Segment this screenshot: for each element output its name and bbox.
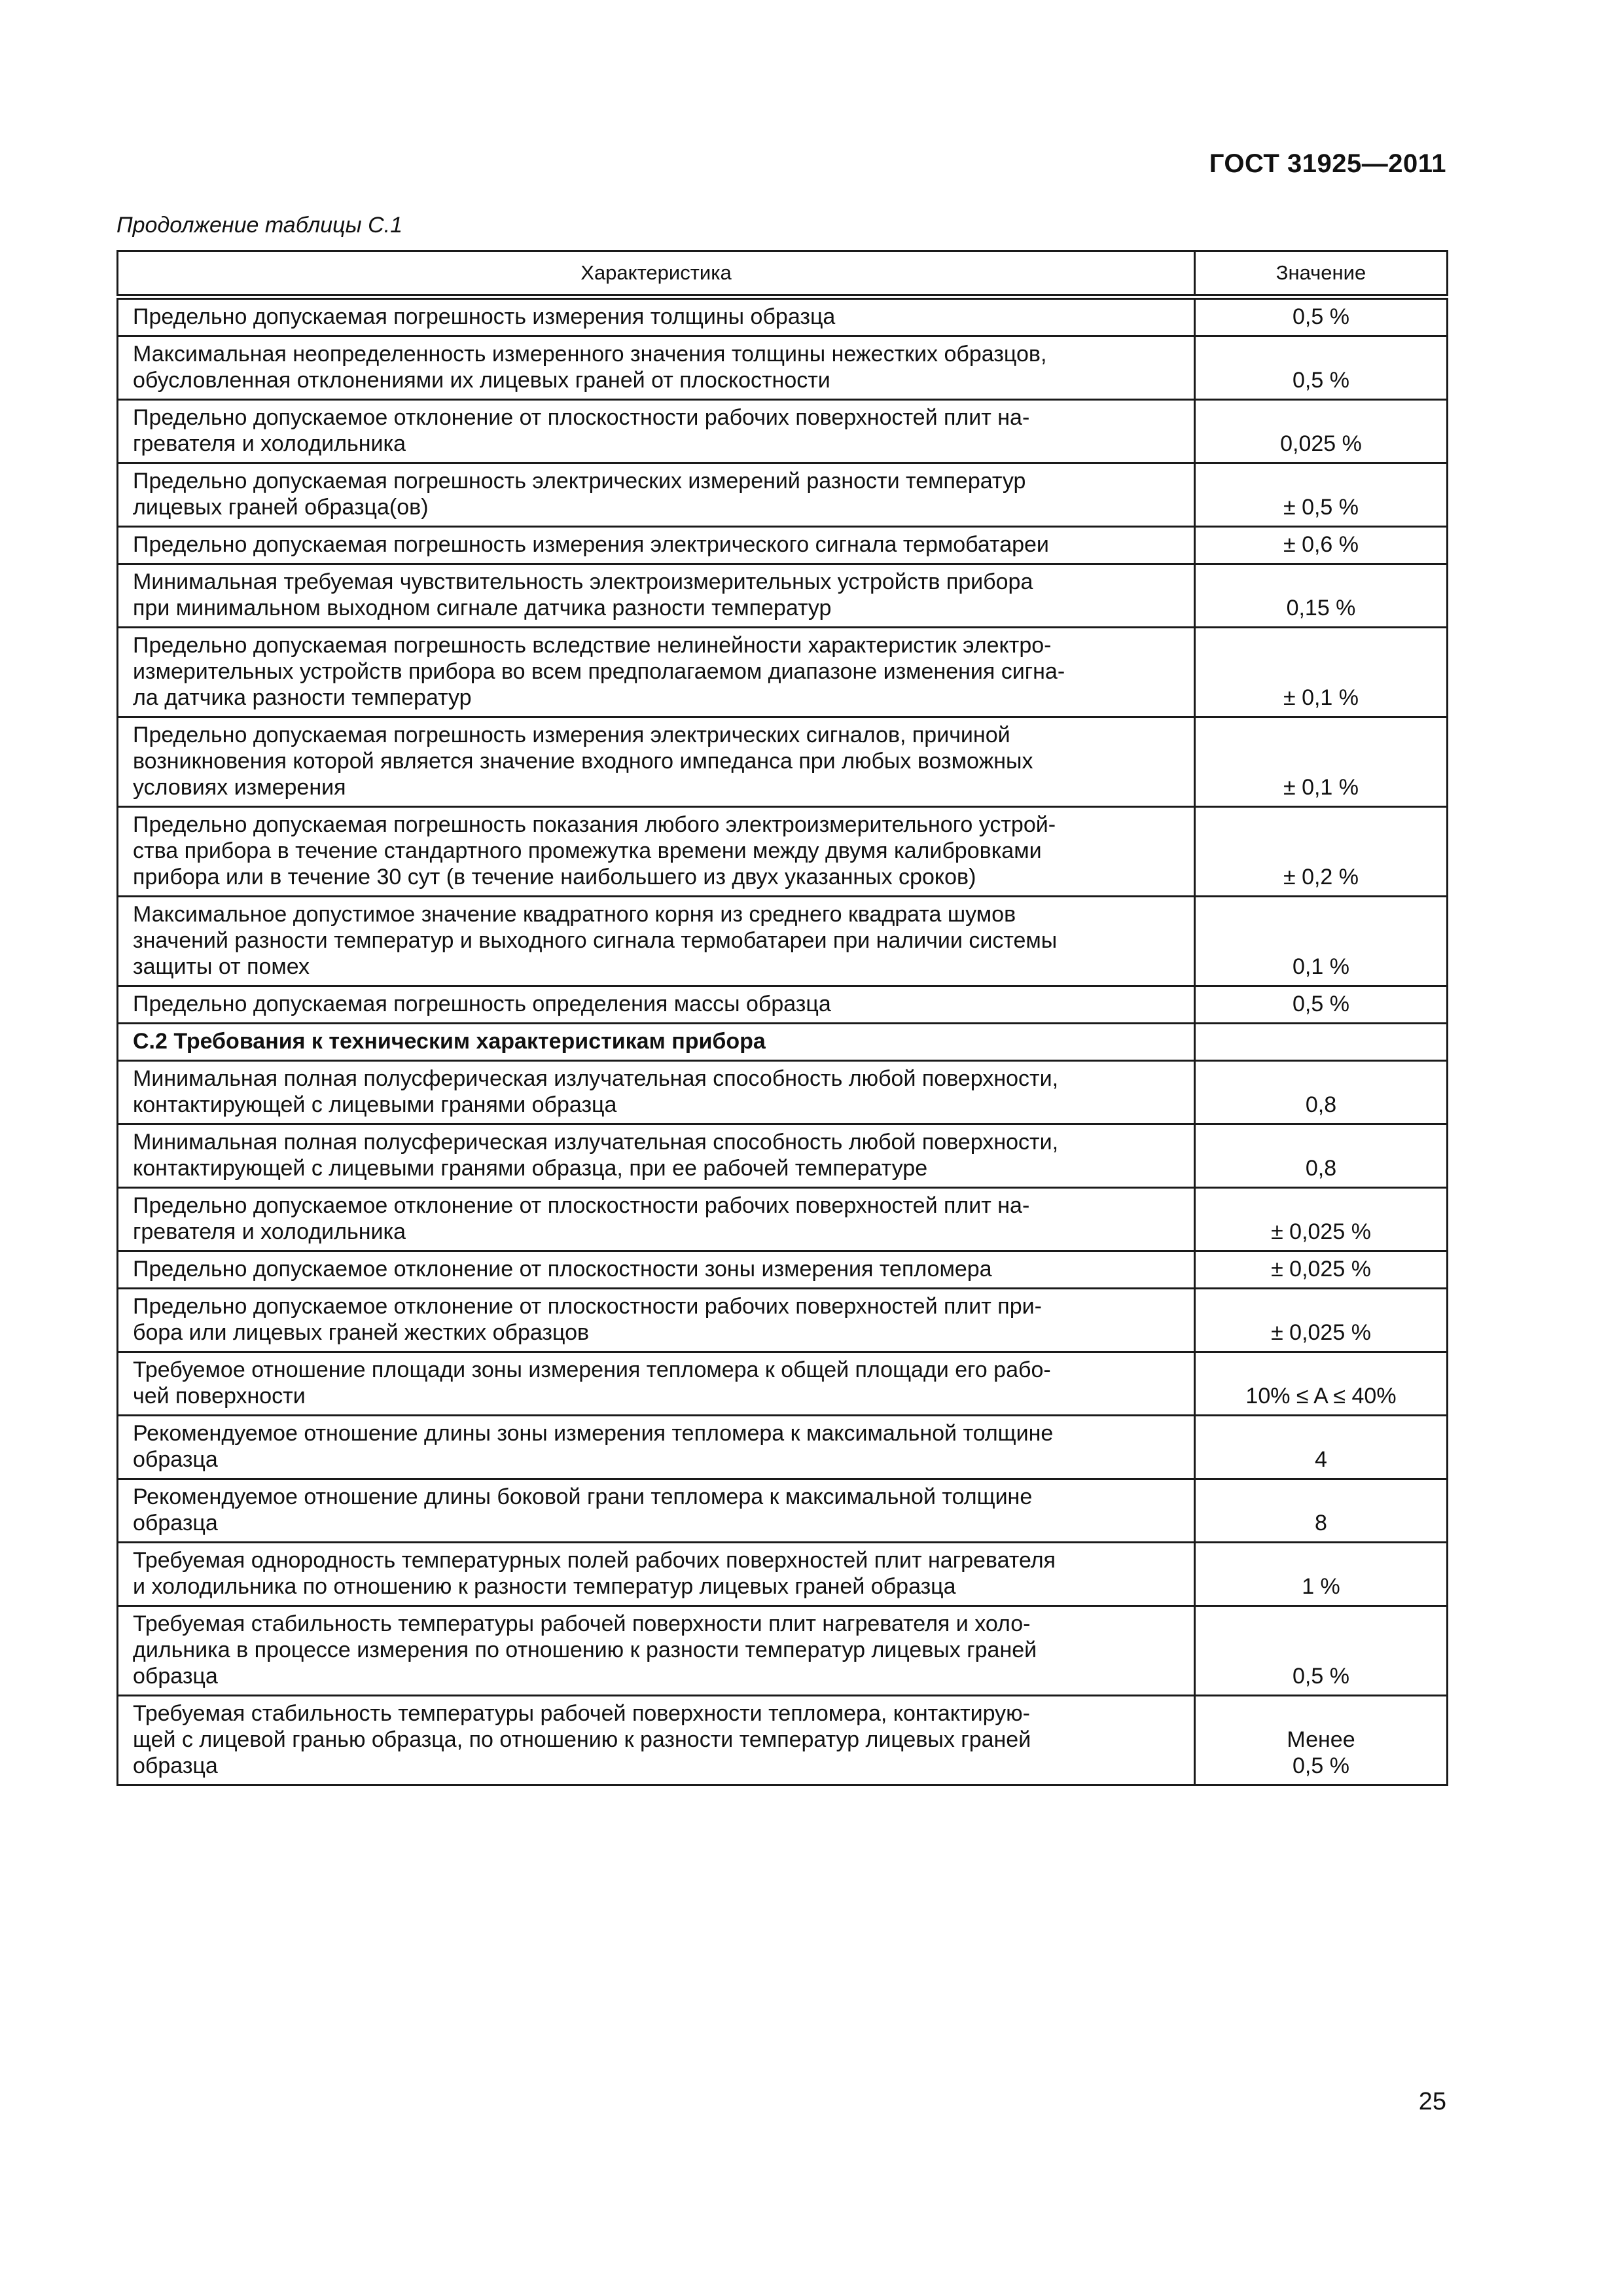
- characteristic-cell: Требуемая стабильность температуры рабочей поверхности тепломера, контактирую- щей с лицевой гранью образца, по отношению к разности температур лицевых граней образца: [118, 1696, 1195, 1785]
- characteristic-cell: Предельно допускаемая погрешность измерения электрического сигнала термобатареи: [118, 527, 1195, 564]
- section-title: С.2 Требования к техническим характеристикам прибора: [118, 1024, 1195, 1061]
- table-row: [118, 463, 1448, 527]
- table-row: [118, 1251, 1448, 1289]
- table-body: [118, 297, 1448, 1785]
- value-cell: 0,8: [1195, 1124, 1448, 1188]
- characteristic-cell: Требуемое отношение площади зоны измерения тепломера к общей площади его рабо- чей поверхности: [118, 1352, 1195, 1416]
- characteristic-cell: Предельно допускаемая погрешность измерения толщины образца: [118, 297, 1195, 336]
- table-row: [118, 336, 1448, 400]
- value-cell: 0,025 %: [1195, 400, 1448, 463]
- characteristic-cell: Предельно допускаемая погрешность вследствие нелинейности характеристик электро- измерительных устройств прибора во всем предполагаемом диапазоне изменения сигна- ла датчика разности температур: [118, 628, 1195, 717]
- characteristic-cell: Рекомендуемое отношение длины боковой грани тепломера к максимальной толщине образца: [118, 1479, 1195, 1543]
- value-cell: 10% ≤ A ≤ 40%: [1195, 1352, 1448, 1416]
- characteristic-cell: Требуемая стабильность температуры рабочей поверхности плит нагревателя и холо- дильника в процессе измерения по отношению к разности температур лицевых граней образца: [118, 1606, 1195, 1696]
- column-header-value: Значение: [1195, 251, 1448, 297]
- table-row: [118, 1352, 1448, 1416]
- table-row: [118, 1188, 1448, 1251]
- characteristic-cell: Максимальная неопределенность измеренного значения толщины нежестких образцов, обусловленная отклонениями их лицевых граней от плоскостности: [118, 336, 1195, 400]
- value-cell: ± 0,5 %: [1195, 463, 1448, 527]
- table-row: [118, 1479, 1448, 1543]
- value-cell: 0,5 %: [1195, 297, 1448, 336]
- table-row: [118, 297, 1448, 336]
- characteristic-cell: Рекомендуемое отношение длины зоны измерения тепломера к максимальной толщине образца: [118, 1416, 1195, 1479]
- value-cell: 8: [1195, 1479, 1448, 1543]
- value-cell: ± 0,2 %: [1195, 807, 1448, 897]
- value-cell: 0,1 %: [1195, 897, 1448, 986]
- value-cell: ± 0,1 %: [1195, 628, 1448, 717]
- characteristic-cell: Предельно допускаемое отклонение от плоскостности зоны измерения тепломера: [118, 1251, 1195, 1289]
- value-cell: 0,15 %: [1195, 564, 1448, 628]
- value-cell: ± 0,1 %: [1195, 717, 1448, 807]
- characteristic-cell: Минимальная полная полусферическая излучательная способность любой поверхности, контактирующей с лицевыми гранями образца: [118, 1061, 1195, 1124]
- characteristic-cell: Предельно допускаемая погрешность измерения электрических сигналов, причиной возникновения которой является значение входного импеданса при любых возможных условиях измерения: [118, 717, 1195, 807]
- page-number: 25: [1418, 2088, 1446, 2115]
- value-cell: [1195, 1024, 1448, 1061]
- document-code: ГОСТ 31925—2011: [1209, 149, 1446, 178]
- value-cell: ± 0,025 %: [1195, 1289, 1448, 1352]
- characteristic-cell: Предельно допускаемое отклонение от плоскостности рабочих поверхностей плит на- гревателя и холодильника: [118, 1188, 1195, 1251]
- table-row: [118, 1061, 1448, 1124]
- column-header-characteristic: Характеристика: [118, 251, 1195, 297]
- table-row: [118, 1606, 1448, 1696]
- table-caption: Продолжение таблицы С.1: [116, 213, 402, 238]
- table-row: [118, 564, 1448, 628]
- characteristic-cell: Максимальное допустимое значение квадратного корня из среднего квадрата шумов значений разности температур и выходного сигнала термобатареи при наличии системы защиты от помех: [118, 897, 1195, 986]
- table-row: [118, 1543, 1448, 1606]
- characteristic-cell: Минимальная требуемая чувствительность электроизмерительных устройств прибора при минимальном выходном сигнале датчика разности температур: [118, 564, 1195, 628]
- section-header-row: [118, 1024, 1448, 1061]
- value-cell: ± 0,025 %: [1195, 1251, 1448, 1289]
- table-row: [118, 897, 1448, 986]
- value-cell: Менее 0,5 %: [1195, 1696, 1448, 1785]
- characteristic-cell: Предельно допускаемая погрешность показания любого электроизмерительного устрой- ства прибора в течение стандартного промежутка времени между двумя калибровками прибора или в течение 30 сут (в течение наибольшего из двух указанных сроков): [118, 807, 1195, 897]
- table-row: [118, 986, 1448, 1024]
- value-cell: 1 %: [1195, 1543, 1448, 1606]
- table-row: [118, 1696, 1448, 1785]
- value-cell: ± 0,6 %: [1195, 527, 1448, 564]
- table-row: [118, 628, 1448, 717]
- characteristic-cell: Требуемая однородность температурных полей рабочих поверхностей плит нагревателя и холодильника по отношению к разности температур лицевых граней образца: [118, 1543, 1195, 1606]
- table-row: [118, 400, 1448, 463]
- table-header-row: [118, 251, 1448, 297]
- table-row: [118, 1289, 1448, 1352]
- table-row: [118, 527, 1448, 564]
- table-row: [118, 807, 1448, 897]
- characteristic-cell: Предельно допускаемая погрешность определения массы образца: [118, 986, 1195, 1024]
- value-cell: 0,5 %: [1195, 986, 1448, 1024]
- value-cell: 4: [1195, 1416, 1448, 1479]
- characteristic-cell: Минимальная полная полусферическая излучательная способность любой поверхности, контактирующей с лицевыми гранями образца, при ее рабочей температуре: [118, 1124, 1195, 1188]
- table-row: [118, 1416, 1448, 1479]
- specification-table: [116, 250, 1448, 1786]
- table-row: [118, 1124, 1448, 1188]
- characteristic-cell: Предельно допускаемое отклонение от плоскостности рабочих поверхностей плит при- бора или лицевых граней жестких образцов: [118, 1289, 1195, 1352]
- value-cell: 0,5 %: [1195, 336, 1448, 400]
- table-row: [118, 717, 1448, 807]
- value-cell: 0,8: [1195, 1061, 1448, 1124]
- value-cell: ± 0,025 %: [1195, 1188, 1448, 1251]
- value-cell: 0,5 %: [1195, 1606, 1448, 1696]
- characteristic-cell: Предельно допускаемое отклонение от плоскостности рабочих поверхностей плит на- гревателя и холодильника: [118, 400, 1195, 463]
- characteristic-cell: Предельно допускаемая погрешность электрических измерений разности температур лицевых граней образца(ов): [118, 463, 1195, 527]
